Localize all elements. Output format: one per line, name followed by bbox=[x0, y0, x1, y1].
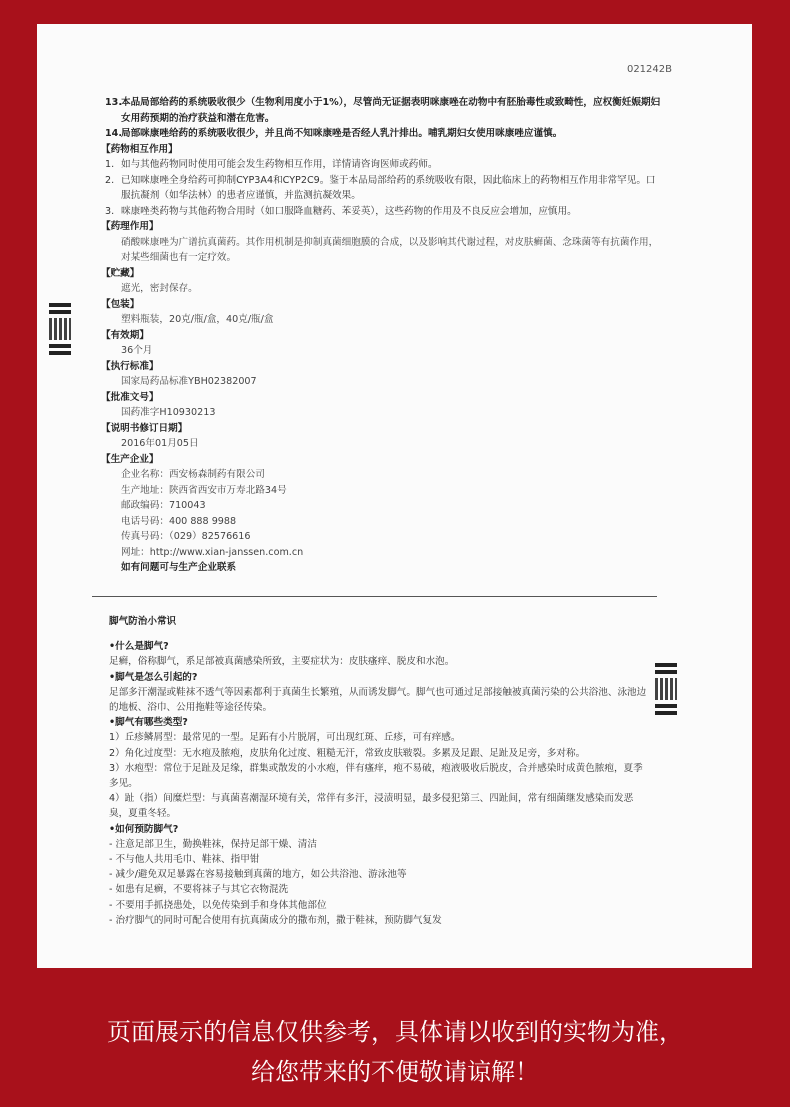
question-3: •脚气有哪些类型? bbox=[109, 717, 188, 729]
storage-text: 遮光，密封保存。 bbox=[121, 283, 198, 294]
answer-1: 足癣，俗称脚气，系足部被真菌感染所致，主要症状为：皮肤瘙痒、脱皮和水泡。 bbox=[109, 656, 455, 668]
tip-item: - 不要用手抓挠患处，以免传染到手和身体其他部位 bbox=[109, 899, 327, 911]
maker-row: 邮政编码：710043 bbox=[121, 500, 206, 511]
standard-text: 国家局药品标准YBH02382007 bbox=[121, 376, 257, 387]
question-4: •如何预防脚气? bbox=[109, 823, 179, 835]
question-1: •什么是脚气? bbox=[109, 641, 169, 653]
tip-item: - 治疗脚气的同时可配合使用有抗真菌成分的撒布剂，撒于鞋袜，预防脚气复发 bbox=[109, 914, 442, 926]
interaction-2: 2. 已知咪康唑全身给药可抑制CYP3A4和CYP2C9。鉴于本品局部给药的系统吸收有限，因此临床上的药物相互作用非常罕见。口服抗凝剂（如华法林）的患者应谨慎，并监测抗凝效果。 bbox=[105, 174, 656, 201]
document-page bbox=[37, 24, 752, 968]
section-head-storage: 【贮藏】 bbox=[101, 267, 140, 279]
type-item: 2）角化过度型：无水疱及脓疱，皮肤角化过度、粗糙无汗，常致皮肤皲裂。多累及足跟、足趾及足旁，多对称。 bbox=[109, 747, 586, 759]
disclaimer-line-2: 给您带来的不便敬请谅解！ bbox=[251, 1058, 539, 1086]
section-head-maker: 【生产企业】 bbox=[101, 453, 159, 465]
qr-code-marker-left bbox=[49, 300, 71, 380]
interaction-1: 1. 如与其他药物同时使用可能会发生药物相互作用，详情请咨询医师或药师。 bbox=[105, 159, 438, 170]
leaflet-upper bbox=[101, 95, 665, 576]
disclaimer-line-1: 页面展示的信息仅供参考，具体请以收到的实物为准， bbox=[107, 1018, 683, 1046]
qr-code-marker-right bbox=[655, 660, 677, 740]
tip-item: - 如患有足癣，不要将袜子与其它衣物混洗 bbox=[109, 884, 289, 896]
maker-row: 电话号码：400 888 9988 bbox=[121, 515, 237, 527]
approval-text: 国药准字H10930213 bbox=[121, 407, 216, 418]
section-head-revision: 【说明书修订日期】 bbox=[101, 422, 188, 434]
disclaimer-footer bbox=[0, 1000, 790, 1107]
maker-row: 生产地址：陕西省西安市万寿北路34号 bbox=[121, 484, 287, 496]
section-head-interactions: 【药物相互作用】 bbox=[101, 143, 178, 155]
type-item: 4）趾（指）间糜烂型：与真菌喜潮湿环境有关，常伴有多汗，浸渍明显，最多侵犯第三、四趾间，常有细菌继发感染而发恶臭，夏重冬轻。 bbox=[109, 793, 634, 820]
leaflet-lower bbox=[109, 614, 649, 928]
section-head-pharmacology: 【药理作用】 bbox=[101, 221, 159, 232]
tips-title: 脚气防治小常识 bbox=[109, 616, 177, 627]
type-item: 3）水疱型：常位于足趾及足缘，群集或散发的小水疱，伴有瘙痒，疱不易破，疱液吸收后脱皮，合并感染时成黄色脓疱，夏季多见。 bbox=[109, 762, 643, 790]
type-item: 1）丘疹鳞屑型：最常见的一型。足跖有小片脱屑，可出现红斑、丘疹，可有痒感。 bbox=[109, 732, 461, 744]
item-13: 13. 本品局部给药的系统吸收很少（生物利用度小于1%），尽管尚无证据表明咪康唑在动物中有胚胎毒性或致畸性，应权衡妊娠期妇女用药预期的治疗获益和潜在危害。 bbox=[105, 97, 661, 124]
item-14: 14. 局部咪康唑给药的系统吸收很少，并且尚不知咪康唑是否经人乳汁排出。哺乳期妇女使用咪康唑应谨慎。 bbox=[105, 128, 563, 139]
section-head-standard: 【执行标准】 bbox=[101, 360, 159, 372]
maker-row: 传真号码：（029）82576616 bbox=[121, 531, 251, 542]
question-2: •脚气是怎么引起的? bbox=[109, 671, 198, 683]
validity-text: 36个月 bbox=[121, 345, 153, 356]
maker-row: 企业名称：西安杨森制药有限公司 bbox=[121, 469, 265, 480]
section-head-validity: 【有效期】 bbox=[101, 329, 149, 341]
interaction-3: 3. 咪康唑类药物与其他药物合用时（如口服降血糖药、苯妥英），这些药物的作用及不良反应会增加，应慎用。 bbox=[105, 205, 577, 217]
pharmacology-text: 硝酸咪康唑为广谱抗真菌药。其作用机制是抑制真菌细胞膜的合成，以及影响其代谢过程，对皮肤癣菌、念珠菌等有抗菌作用，对某些细菌也有一定疗效。 bbox=[121, 236, 659, 263]
document-code: 021242B bbox=[626, 64, 672, 75]
answer-2: 足部多汗潮湿或鞋袜不透气等因素都利于真菌生长繁殖，从而诱发脚气。脚气也可通过足部接触被真菌污染的公共浴池、泳池边的地板、浴巾、公用拖鞋等途径传染。 bbox=[109, 686, 647, 714]
tip-item: - 减少/避免双足暴露在容易接触到真菌的地方，如公共浴池、游泳池等 bbox=[109, 869, 407, 881]
section-head-package: 【包装】 bbox=[101, 298, 140, 310]
package-text: 塑料瓶装，20克/瓶/盒，40克/瓶/盒 bbox=[121, 314, 274, 325]
revision-text: 2016年01月05日 bbox=[121, 438, 199, 449]
section-divider bbox=[92, 596, 657, 597]
section-head-approval: 【批准文号】 bbox=[101, 391, 159, 403]
contact-note: 如有问题可与生产企业联系 bbox=[121, 562, 237, 573]
maker-row: 网址：http://www.xian-janssen.com.cn bbox=[121, 546, 304, 558]
tip-item: - 注意足部卫生，勤换鞋袜，保持足部干燥、清洁 bbox=[109, 838, 317, 850]
tip-item: - 不与他人共用毛巾、鞋袜、指甲钳 bbox=[109, 854, 260, 866]
